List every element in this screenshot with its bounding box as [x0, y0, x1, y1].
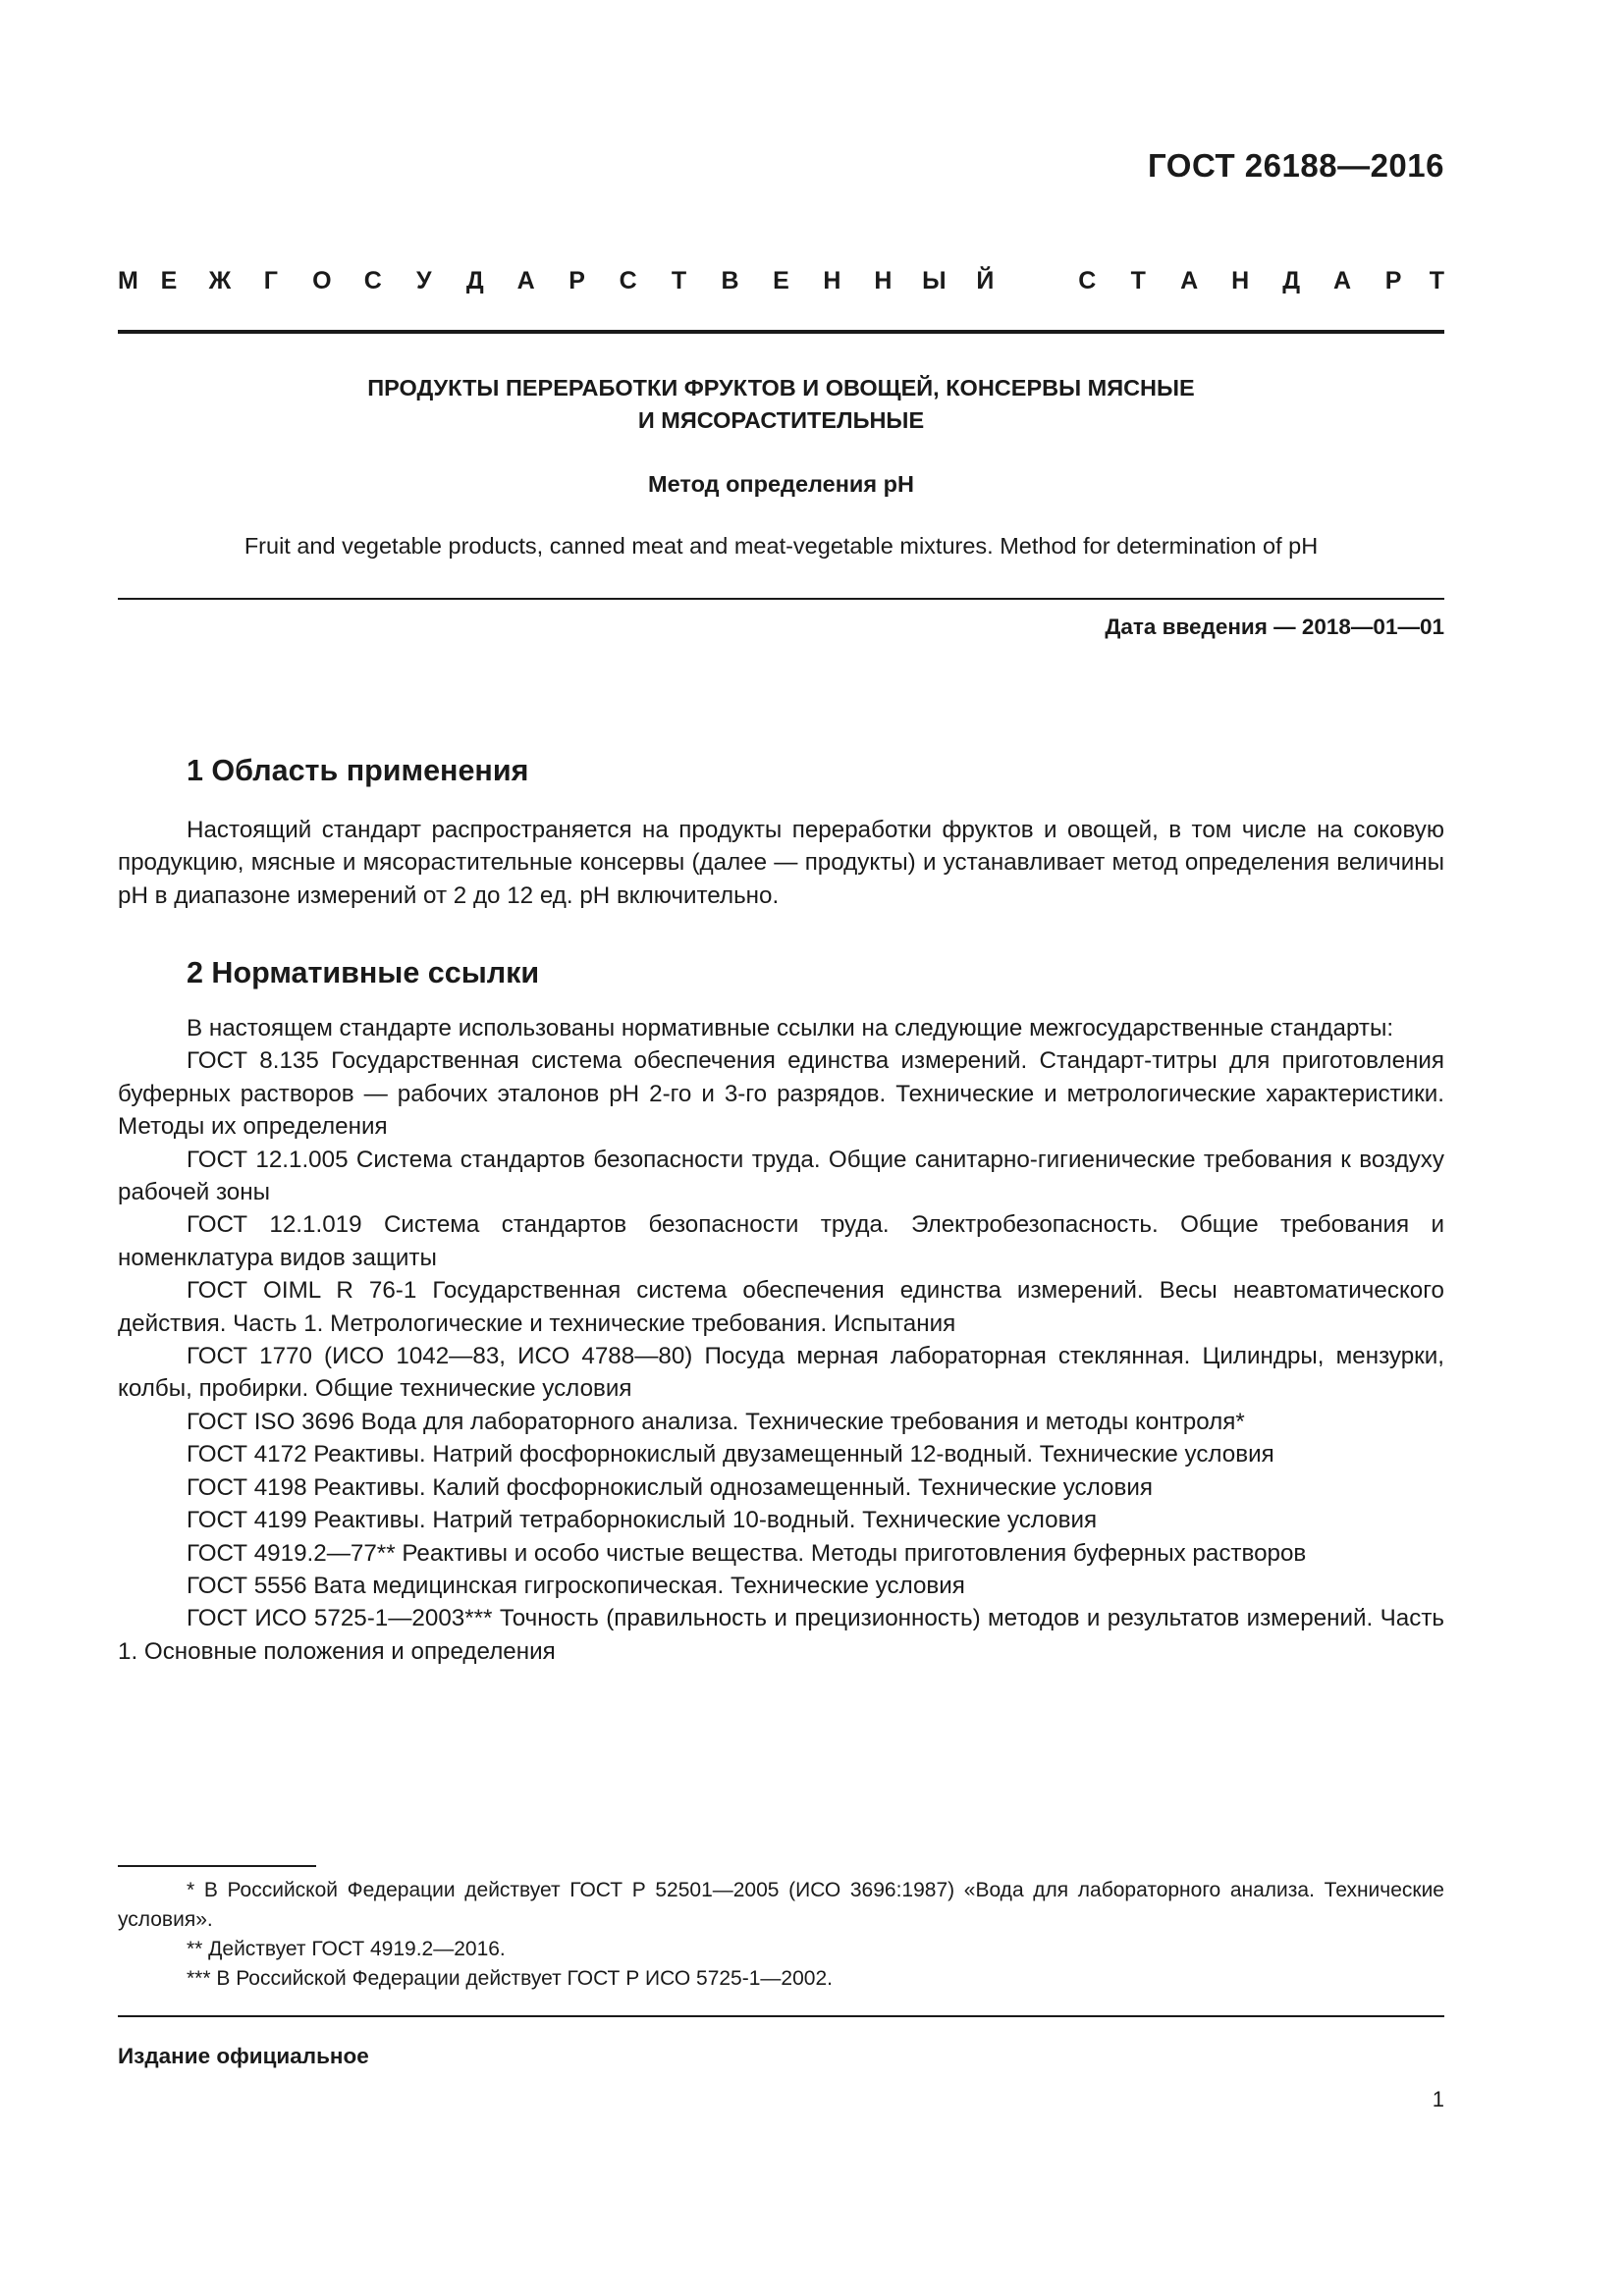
banner-letter: Н: [1231, 267, 1250, 294]
title-line-2: И МЯСОРАСТИТЕЛЬНЫЕ: [637, 407, 925, 433]
reference-item: ГОСТ 4172 Реактивы. Натрий фосфорнокислый двузамещенный 12-водный. Технические условия: [187, 1441, 1274, 1468]
section-body-scope: [118, 814, 1444, 912]
english-title: Fruit and vegetable products, canned meat and meat-vegetable mixtures. Method for determination of pH: [244, 533, 1319, 559]
page-number: 1: [1432, 2087, 1444, 2111]
reference-item: ГОСТ 4919.2—77** Реактивы и особо чистые вещества. Методы приготовления буферных растворов: [187, 1539, 1307, 1567]
banner-letter: Д: [1282, 267, 1301, 294]
banner-letter: Н: [874, 267, 893, 294]
banner-letter: В: [721, 267, 739, 294]
reference-item: ГОСТ 1770 (ИСО 1042—83, ИСО 4788—80) Посуда мерная лабораторная стеклянная. Цилиндры, мензурки, колбы, пробирки. Общие технические условия: [118, 1343, 1444, 1403]
banner-letter: А: [1333, 267, 1352, 294]
banner-letter: Т: [1130, 267, 1146, 294]
footnotes: [118, 1876, 1444, 1994]
banner-letter: Н: [823, 267, 841, 294]
reference-item: ГОСТ 4199 Реактивы. Натрий тетраборнокислый 10-водный. Технические условия: [187, 1507, 1098, 1534]
banner-letter: Ж: [208, 267, 232, 294]
paragraph: В настоящем стандарте использованы нормативные ссылки на следующие межгосударственные стандарты:: [187, 1015, 1394, 1041]
header-rule: [118, 330, 1444, 334]
reference-item: ГОСТ 4198 Реактивы. Калий фосфорнокислый однозамещенный. Технические условия: [187, 1473, 1153, 1501]
banner-letter: А: [516, 267, 535, 294]
banner-letter: С: [619, 267, 637, 294]
footnote: *** В Российской Федерации действует ГОСТ Р ИСО 5725-1—2002.: [187, 1967, 833, 1990]
footnote-rule: [118, 1865, 316, 1867]
introduction-date: Дата введения — 2018—01—01: [1105, 614, 1444, 639]
banner-letter: Т: [1429, 267, 1444, 294]
footnote: * В Российской Федерации действует ГОСТ Р 52501—2005 (ИСО 3696:1987) «Вода для лабораторного анализа. Технические условия».: [118, 1879, 1444, 1931]
banner-letter: М: [118, 267, 138, 294]
gost-number: ГОСТ 26188—2016: [1148, 147, 1444, 184]
banner-letter: Ы: [922, 267, 947, 294]
banner-letter: Й: [976, 267, 995, 294]
document-title: [118, 372, 1444, 437]
reference-item: ГОСТ 12.1.005 Система стандартов безопасности труда. Общие санитарно-гигиенические требования к воздуху рабочей зоны: [118, 1146, 1444, 1206]
reference-item: ГОСТ 5556 Вата медицинская гигроскопическая. Технические условия: [187, 1572, 965, 1599]
reference-item: ГОСТ ИСО 5725-1—2003*** Точность (правильность и прецизионность) методов и результатов измерений. Часть 1. Основные положения и определения: [118, 1605, 1444, 1665]
reference-item: ГОСТ ISO 3696 Вода для лабораторного анализа. Технические требования и методы контроля*: [187, 1408, 1245, 1435]
document-subtitle: Метод определения pH: [648, 471, 914, 497]
official-edition-label: Издание официальное: [118, 2044, 369, 2068]
banner-letter: Г: [263, 267, 278, 294]
banner-letter: Р: [568, 267, 585, 294]
banner-letter: С: [1078, 267, 1097, 294]
banner-letter: С: [363, 267, 382, 294]
footnote: ** Действует ГОСТ 4919.2—2016.: [187, 1938, 506, 1960]
title-line-1: ПРОДУКТЫ ПЕРЕРАБОТКИ ФРУКТОВ И ОВОЩЕЙ, КОНСЕРВЫ МЯСНЫЕ: [367, 375, 1195, 400]
section-body-references: [118, 1012, 1444, 1668]
banner-letter: Е: [160, 267, 178, 294]
reference-item: ГОСТ 8.135 Государственная система обеспечения единства измерений. Стандарт-титры для приготовления буферных растворов — рабочих эталонов pH 2-го и 3-го разрядов. Технические и метрологические характеристики. Методы их определения: [118, 1047, 1444, 1141]
banner-letter: Е: [773, 267, 789, 294]
reference-item: ГОСТ 12.1.019 Система стандартов безопасности труда. Электробезопасность. Общие требования и номенклатура видов защиты: [118, 1211, 1444, 1271]
paragraph: Настоящий стандарт распространяется на продукты переработки фруктов и овощей, в том числе на соковую продукцию, мясные и мясорастительные консервы (далее — продукты) и устанавливает метод определения величины pH в диапазоне измерений от 2 до 12 ед. pH включительно.: [118, 817, 1444, 909]
banner-letter: А: [1180, 267, 1199, 294]
banner-letter: Д: [465, 267, 484, 294]
banner-letter: У: [415, 267, 432, 294]
reference-item: ГОСТ OIML R 76-1 Государственная система обеспечения единства измерений. Весы неавтоматического действия. Часть 1. Метрологические и технические требования. Испытания: [118, 1277, 1444, 1337]
section-heading-references: 2 Нормативные ссылки: [187, 956, 540, 989]
footer-rule: [118, 2015, 1444, 2017]
section-heading-scope: 1 Область применения: [187, 754, 529, 787]
banner-letter: Р: [1384, 267, 1402, 294]
banner-letter: О: [312, 267, 332, 294]
title-rule: [118, 598, 1444, 600]
banner-letter: Т: [671, 267, 687, 294]
